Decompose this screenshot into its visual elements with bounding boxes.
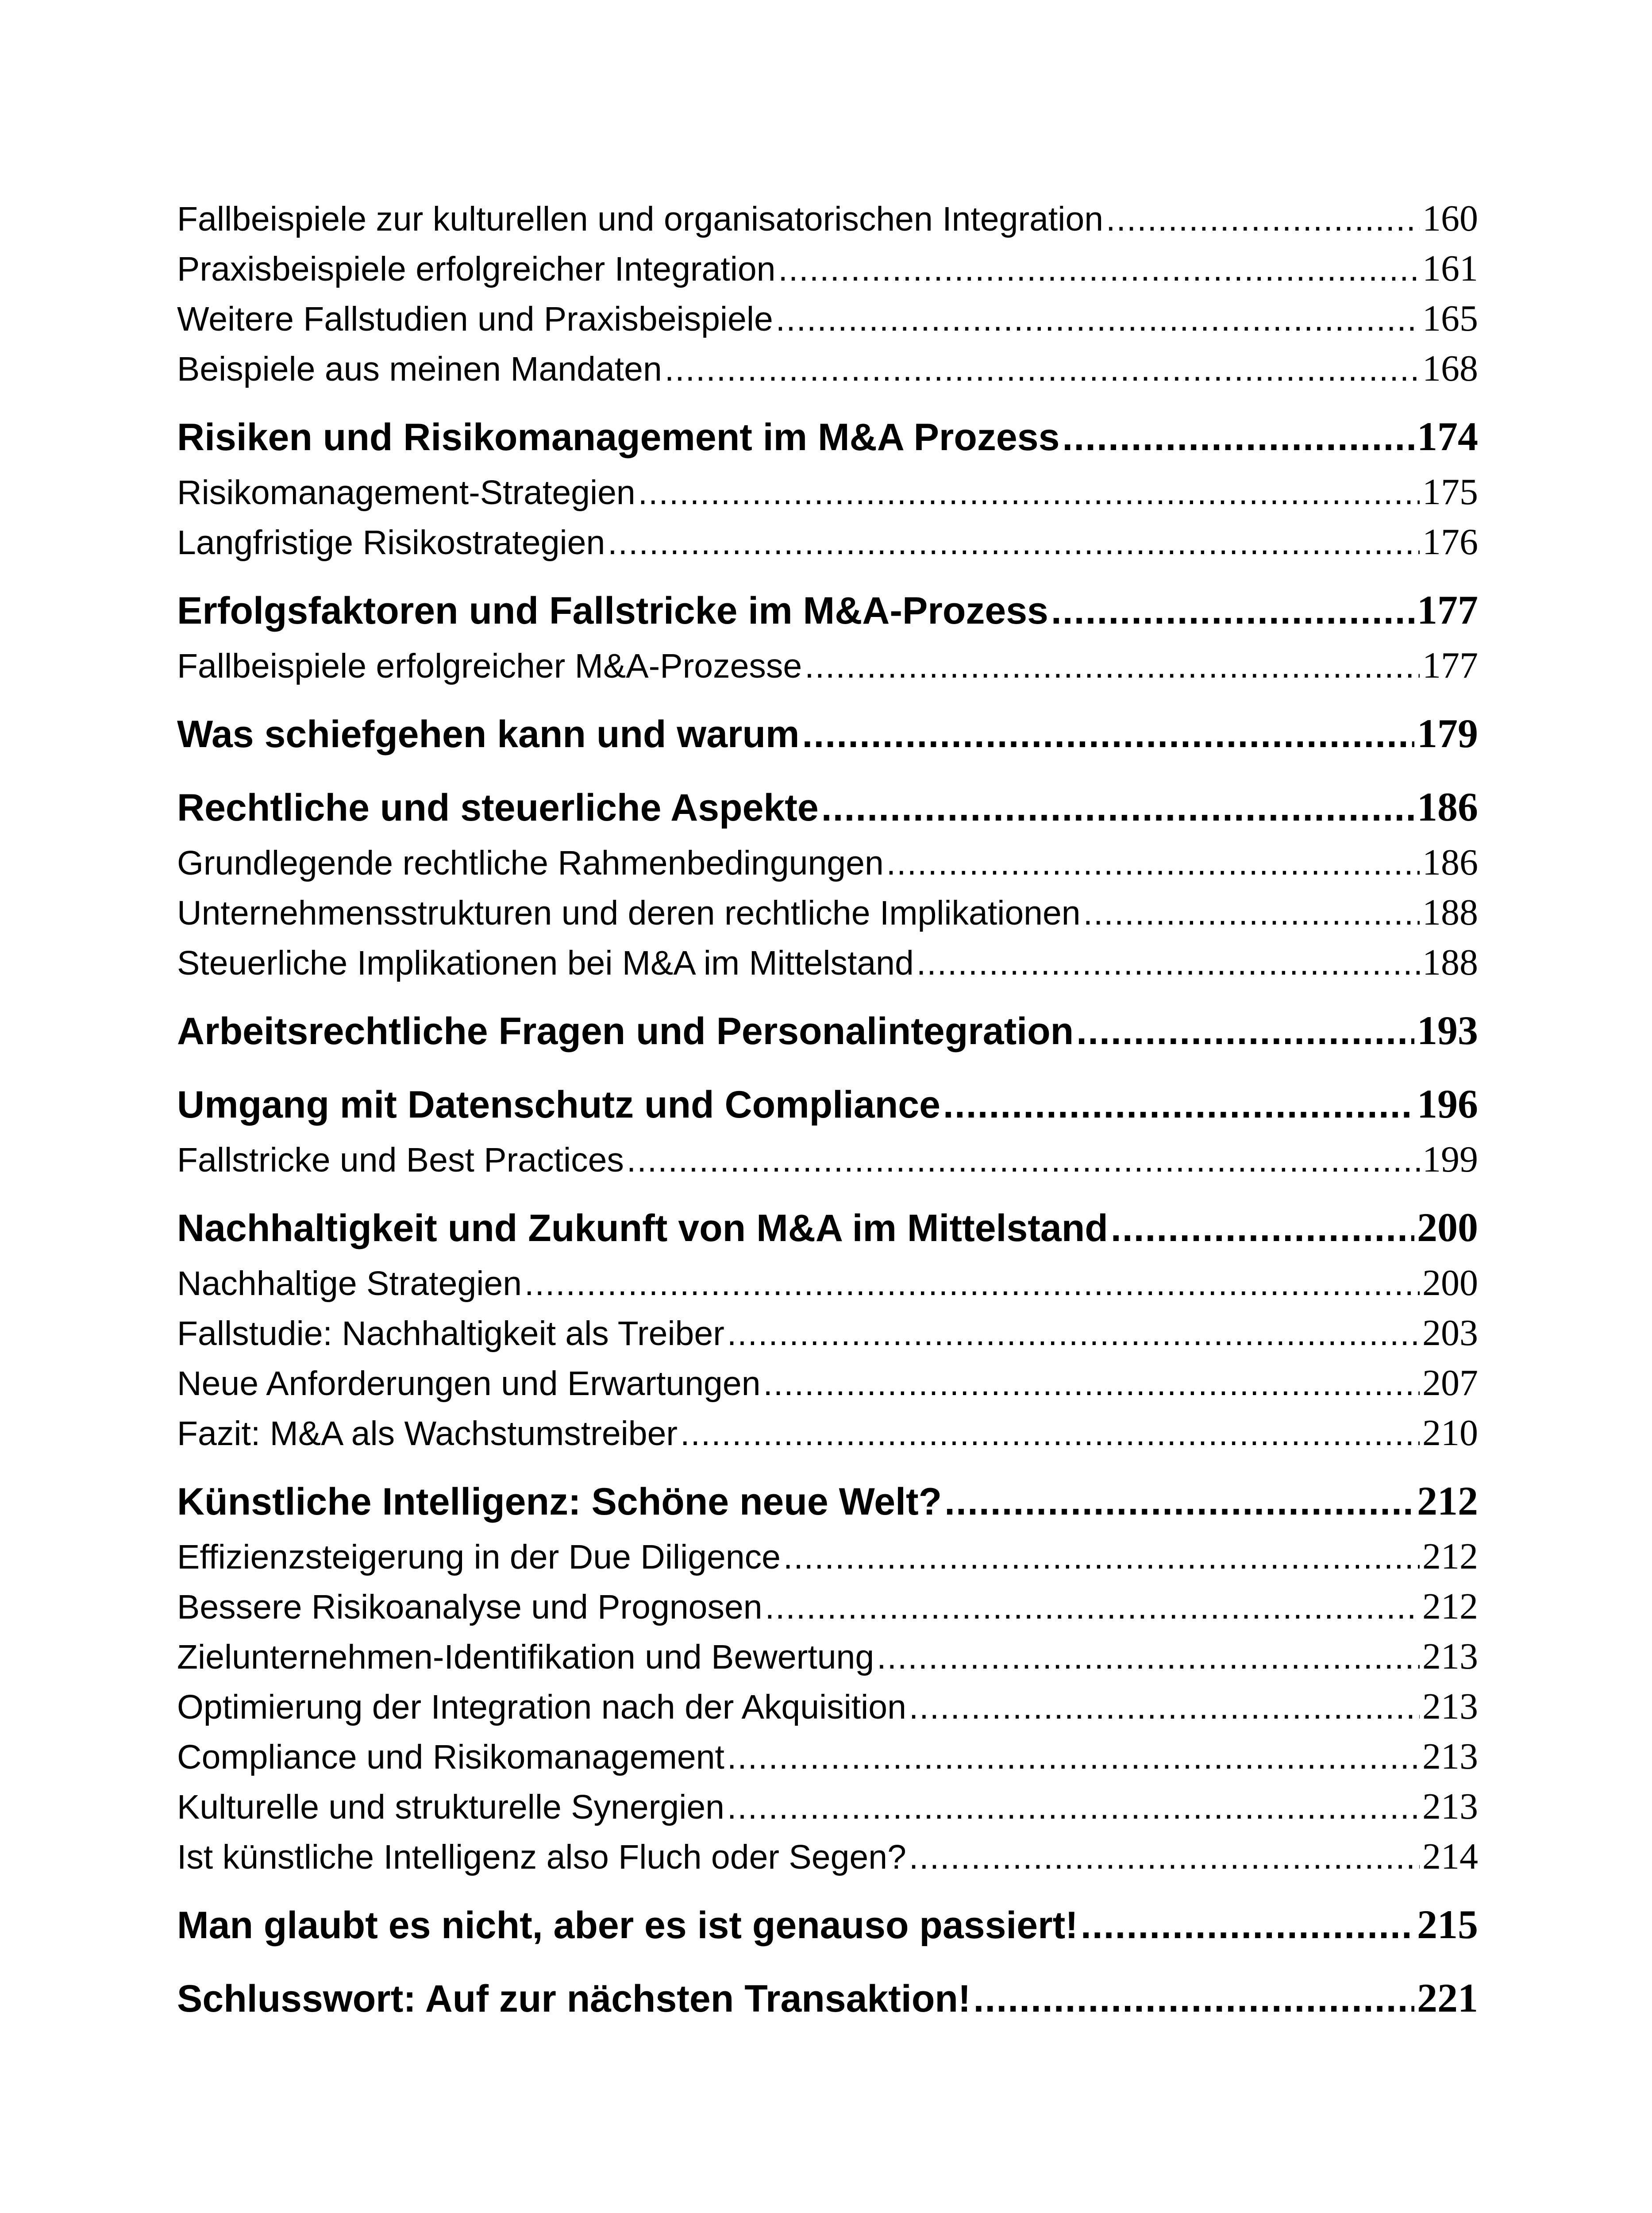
toc-section-entry xyxy=(177,1835,1478,1885)
section-title: Fallstricke und Best Practices xyxy=(177,1141,624,1179)
dot-leader xyxy=(943,1083,1414,1127)
page-number: 200 xyxy=(1422,1262,1478,1303)
chapter-title: Arbeitsrechtliche Fragen und Personalintegration xyxy=(177,1010,1074,1053)
toc-section-entry xyxy=(177,644,1478,694)
toc-section-entry xyxy=(177,1635,1478,1685)
section-title: Ist künstliche Intelligenz also Fluch oder Segen? xyxy=(177,1838,906,1876)
toc-section-entry xyxy=(177,247,1478,297)
dot-leader xyxy=(524,1264,1420,1303)
section-title: Compliance und Risikomanagement xyxy=(177,1738,724,1776)
toc-chapter-entry xyxy=(177,1204,1478,1261)
chapter-title: Was schiefgehen kann und warum xyxy=(177,713,800,756)
page-number: 213 xyxy=(1422,1736,1478,1777)
toc-section-entry xyxy=(177,1138,1478,1188)
section-title: Kulturelle und strukturelle Synergien xyxy=(177,1788,724,1826)
toc-chapter-entry xyxy=(177,1477,1478,1535)
page-number: 179 xyxy=(1417,711,1478,756)
section-title: Unternehmensstrukturen und deren rechtliche Implikationen xyxy=(177,894,1081,932)
section-title: Fazit: M&A als Wachstumstreiber xyxy=(177,1415,678,1453)
dot-leader xyxy=(805,647,1420,686)
section-title: Praxisbeispiele erfolgreicher Integration xyxy=(177,250,776,288)
toc-chapter-entry xyxy=(177,1974,1478,2032)
toc-section-entry xyxy=(177,1735,1478,1785)
toc-chapter-entry xyxy=(177,1007,1478,1064)
dot-leader xyxy=(776,300,1420,339)
toc-section-entry xyxy=(177,941,1478,991)
dot-leader xyxy=(916,944,1420,983)
dot-leader xyxy=(608,523,1420,563)
section-title: Fallbeispiele zur kulturellen und organisatorischen Integration xyxy=(177,200,1104,238)
toc-section-entry xyxy=(177,1361,1478,1411)
dot-leader xyxy=(680,1414,1420,1453)
page-number: 210 xyxy=(1422,1412,1478,1453)
chapter-title: Risiken und Risikomanagement im M&A Prozess xyxy=(177,416,1060,459)
section-title: Effizienzsteigerung in der Due Diligence xyxy=(177,1538,781,1576)
section-title: Weitere Fallstudien und Praxisbeispiele xyxy=(177,300,773,338)
dot-leader xyxy=(1111,1207,1414,1250)
dot-leader xyxy=(909,1838,1420,1877)
chapter-title: Nachhaltigkeit und Zukunft von M&A im Mittelstand xyxy=(177,1207,1108,1249)
dot-leader xyxy=(727,1314,1420,1353)
dot-leader xyxy=(783,1538,1420,1577)
page-number: 214 xyxy=(1422,1836,1478,1877)
dot-leader xyxy=(909,1688,1420,1727)
section-title: Zielunternehmen-Identifikation und Bewertung xyxy=(177,1638,874,1676)
toc-chapter-entry xyxy=(177,710,1478,767)
toc-chapter-entry xyxy=(177,1901,1478,1959)
dot-leader xyxy=(1062,416,1414,459)
toc-section-entry xyxy=(177,1535,1478,1585)
toc-section-entry xyxy=(177,1411,1478,1461)
table-of-contents xyxy=(177,197,1478,2032)
dot-leader xyxy=(1083,894,1420,933)
page-number: 168 xyxy=(1422,348,1478,389)
dot-leader xyxy=(727,1738,1420,1777)
page-number: 215 xyxy=(1417,1902,1478,1947)
section-title: Bessere Risikoanalyse und Prognosen xyxy=(177,1588,762,1626)
page-number: 213 xyxy=(1422,1786,1478,1827)
page-number: 199 xyxy=(1422,1139,1478,1180)
chapter-title: Rechtliche und steuerliche Aspekte xyxy=(177,787,819,829)
section-title: Steuerliche Implikationen bei M&A im Mittelstand xyxy=(177,944,914,982)
dot-leader xyxy=(638,473,1420,513)
toc-section-entry xyxy=(177,1261,1478,1311)
page-number: 207 xyxy=(1422,1362,1478,1403)
page-number: 213 xyxy=(1422,1686,1478,1727)
toc-section-entry xyxy=(177,1685,1478,1735)
dot-leader xyxy=(727,1788,1420,1827)
dot-leader xyxy=(765,1588,1420,1627)
section-title: Nachhaltige Strategien xyxy=(177,1265,522,1303)
page-number: 175 xyxy=(1422,471,1478,513)
section-title: Fallbeispiele erfolgreicher M&A-Prozesse xyxy=(177,647,802,685)
toc-chapter-entry xyxy=(177,586,1478,644)
dot-leader xyxy=(802,713,1414,756)
page-number: 213 xyxy=(1422,1636,1478,1677)
dot-leader xyxy=(974,1977,1414,2021)
toc-section-entry xyxy=(177,841,1478,891)
section-title: Langfristige Risikostrategien xyxy=(177,524,605,562)
section-title: Neue Anforderungen und Erwartungen xyxy=(177,1365,761,1403)
page-number: 212 xyxy=(1417,1478,1478,1523)
page-number: 186 xyxy=(1417,784,1478,829)
page-number: 177 xyxy=(1417,587,1478,632)
chapter-title: Umgang mit Datenschutz und Compliance xyxy=(177,1083,940,1126)
page-number: 186 xyxy=(1422,842,1478,883)
dot-leader xyxy=(821,786,1414,830)
page-number: 196 xyxy=(1417,1081,1478,1126)
dot-leader xyxy=(778,250,1420,289)
page-number: 200 xyxy=(1417,1205,1478,1250)
section-title: Risikomanagement-Strategien xyxy=(177,474,635,512)
page-number: 188 xyxy=(1422,892,1478,933)
page-number: 212 xyxy=(1422,1536,1478,1577)
dot-leader xyxy=(1106,200,1420,239)
dot-leader xyxy=(627,1141,1420,1180)
page-number: 203 xyxy=(1422,1312,1478,1353)
page-number: 174 xyxy=(1417,414,1478,459)
dot-leader xyxy=(877,1638,1420,1677)
chapter-title: Man glaubt es nicht, aber es ist genauso passiert! xyxy=(177,1904,1078,1947)
dot-leader xyxy=(763,1364,1420,1403)
page-number: 161 xyxy=(1422,248,1478,289)
toc-chapter-entry xyxy=(177,1080,1478,1138)
section-title: Beispiele aus meinen Mandaten xyxy=(177,350,662,388)
page-number: 177 xyxy=(1422,645,1478,686)
toc-section-entry xyxy=(177,891,1478,941)
chapter-title: Schlusswort: Auf zur nächsten Transaktion! xyxy=(177,1978,971,2020)
dot-leader xyxy=(1081,1904,1414,1947)
page-number: 212 xyxy=(1422,1586,1478,1627)
toc-section-entry xyxy=(177,297,1478,347)
section-title: Grundlegende rechtliche Rahmenbedingungen xyxy=(177,844,884,882)
section-title: Fallstudie: Nachhaltigkeit als Treiber xyxy=(177,1315,724,1353)
toc-section-entry xyxy=(177,1585,1478,1635)
toc-section-entry xyxy=(177,347,1478,397)
dot-leader xyxy=(665,350,1420,389)
toc-section-entry xyxy=(177,1311,1478,1361)
dot-leader xyxy=(944,1480,1414,1524)
page-number: 176 xyxy=(1422,521,1478,563)
chapter-title: Künstliche Intelligenz: Schöne neue Welt? xyxy=(177,1480,942,1523)
page-number: 193 xyxy=(1417,1008,1478,1053)
page-number: 221 xyxy=(1417,1975,1478,2020)
toc-chapter-entry xyxy=(177,413,1478,470)
toc-section-entry xyxy=(177,520,1478,571)
page-number: 188 xyxy=(1422,942,1478,983)
chapter-title: Erfolgsfaktoren und Fallstricke im M&A-Prozess xyxy=(177,590,1048,632)
dot-leader xyxy=(1076,1010,1414,1053)
toc-section-entry xyxy=(177,197,1478,247)
toc-section-entry xyxy=(177,1785,1478,1835)
page-number: 165 xyxy=(1422,298,1478,339)
dot-leader xyxy=(1051,589,1414,633)
page-number: 160 xyxy=(1422,198,1478,239)
toc-chapter-entry xyxy=(177,783,1478,841)
toc-section-entry xyxy=(177,470,1478,520)
dot-leader xyxy=(886,844,1420,883)
section-title: Optimierung der Integration nach der Akquisition xyxy=(177,1688,906,1726)
